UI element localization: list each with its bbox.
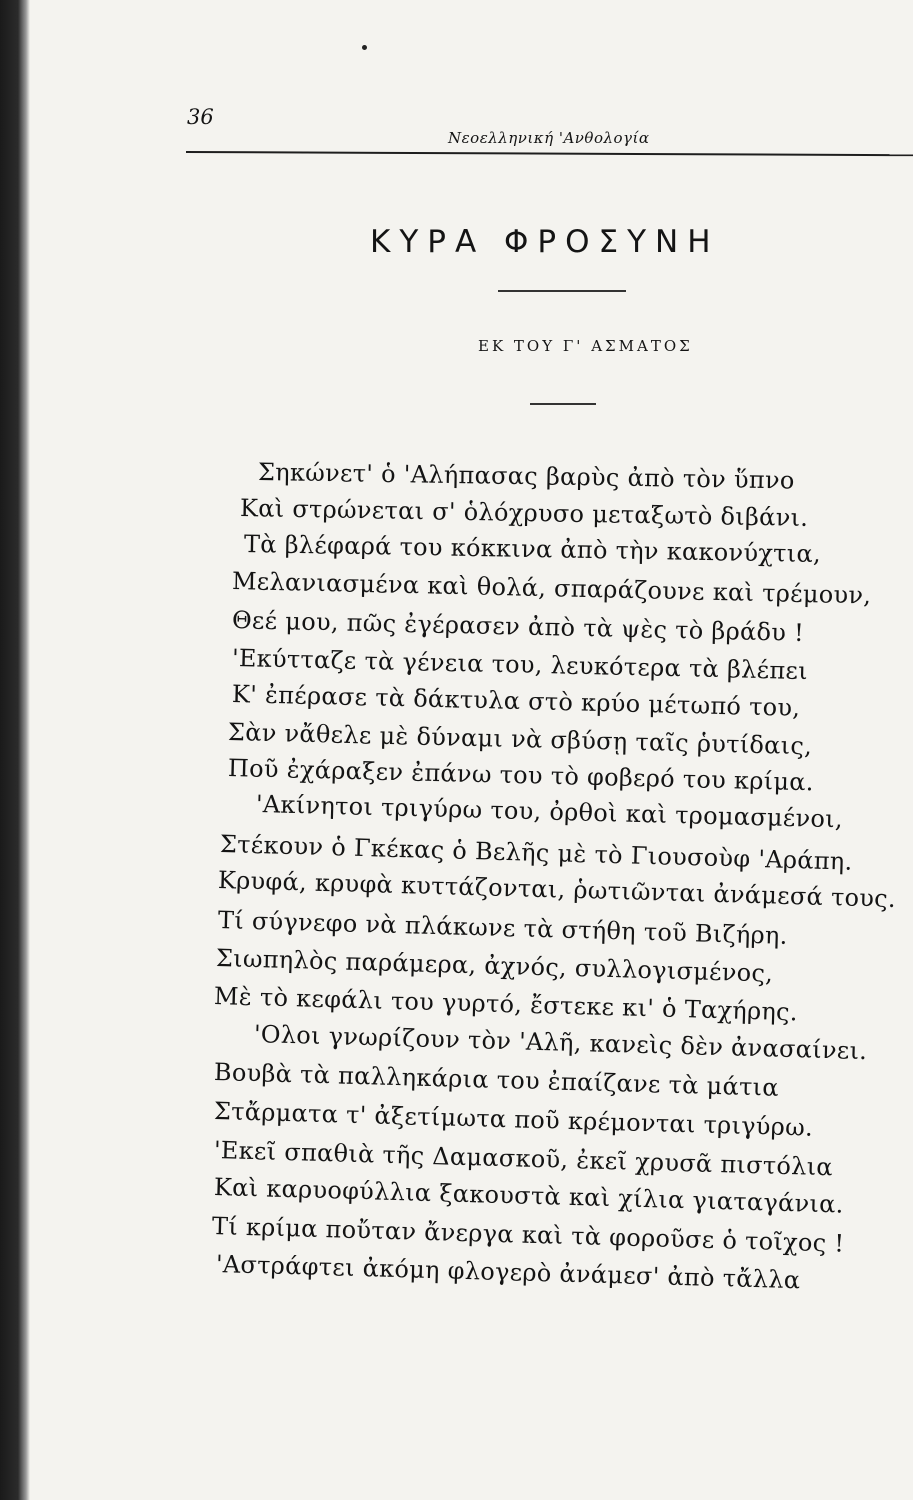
poem-line: Τί σύγνεφο νὰ πλάκωνε τὰ στήθη τοῦ Βιζήρη.	[217, 906, 788, 950]
header-rule	[186, 151, 913, 156]
poem-line: Μὲ τὸ κεφάλι του γυρτό, ἔστεκε κι' ὁ Ταχήρης.	[213, 982, 799, 1027]
title-rule	[498, 290, 626, 292]
running-title: Νεοελληνική 'Ανθολογία	[448, 129, 650, 147]
poem-line: Μελανιασμένα καὶ θολά, σπαράζουνε καὶ τρέμουν,	[231, 567, 872, 610]
poem-line: Κρυφά, κρυφὰ κυττάζονται, ῥωτιῶνται ἀνάμεσά τους.	[217, 866, 897, 913]
poem-line: Τὰ βλέφαρά του κόκκινα ἀπὸ τὴν κακονύχτια,	[243, 530, 822, 569]
poem-line: Σιωπηλὸς παράμερα, ἀχνός, συλλογισμένος,	[215, 944, 774, 988]
poem-line: Τί κρίμα ποὔταν ἄνεργα καὶ τὰ φοροῦσε ὁ τοῖχος !	[211, 1212, 845, 1258]
poem-title: ΚΥΡΑ ΦΡΟΣΥΝΗ	[370, 224, 720, 260]
poem-line: Στέκουν ὁ Γκέκας ὁ Βελῆς μὲ τὸ Γιουσοὺφ 'Αράπη.	[219, 830, 853, 876]
poem-line: Σηκώνετ' ὁ 'Αλήπασας βαρὺς ἀπὸ τὸν ὕπνο	[257, 458, 795, 495]
poem-line: Στἄρματα τ' ἀξετίμωτα ποῦ κρέμονται τριγύρω.	[213, 1097, 814, 1142]
scan-edge-shadow	[0, 0, 30, 1500]
poem-line: Καὶ στρώνεται σ' ὁλόχρυσο μεταξωτὸ διβάνι.	[239, 494, 809, 532]
poem-line: Κ' ἐπέρασε τὰ δάκτυλα στὸ κρύο μέτωπό του,	[231, 680, 801, 722]
poem-line: Θεέ μου, πῶς ἐγέρασεν ἀπὸ τὰ ψὲς τὸ βράδυ !	[231, 606, 805, 647]
poem-line: Ποῦ ἐχάραξεν ἐπάνω του τὸ φοβερό του κρίμα.	[227, 754, 815, 797]
poem-line: Σὰν νἄθελε μὲ δύναμι νὰ σβύσῃ ταῖς ῥυτίδαις,	[227, 718, 813, 761]
page-number: 36	[187, 105, 214, 129]
poem-line: Βουβὰ τὰ παλληκάρια του ἐπαίζανε τὰ μάτια	[213, 1058, 780, 1102]
poem-line: 'Ολοι γνωρίζουν τὸν 'Αλῆ, κανεὶς δὲν ἀνασαίνει.	[253, 1020, 868, 1066]
poem-line: 'Αστράφτει ἀκόμη φλογερὸ ἀνάμεσ' ἀπὸ τἄλλα	[215, 1250, 801, 1295]
poem-subtitle: ΕΚ ΤΟΥ Γ' ΑΣΜΑΤΟΣ	[478, 337, 693, 355]
poem-line: 'Εκύτταζε τὰ γένεια του, λευκότερα τὰ βλέπει	[231, 644, 809, 686]
subtitle-rule	[530, 403, 596, 405]
ink-dot	[362, 45, 367, 50]
poem-line: 'Ακίνητοι τριγύρω του, ὀρθοὶ καὶ τρομασμένοι,	[255, 790, 844, 834]
poem-line: Καὶ καρυοφύλλια ξακουστὰ καὶ χίλια γιαταγάνια.	[213, 1173, 844, 1219]
poem-line: 'Εκεῖ σπαθιὰ τῆς Δαμασκοῦ, ἐκεῖ χρυσᾶ πιστόλια	[213, 1136, 834, 1182]
